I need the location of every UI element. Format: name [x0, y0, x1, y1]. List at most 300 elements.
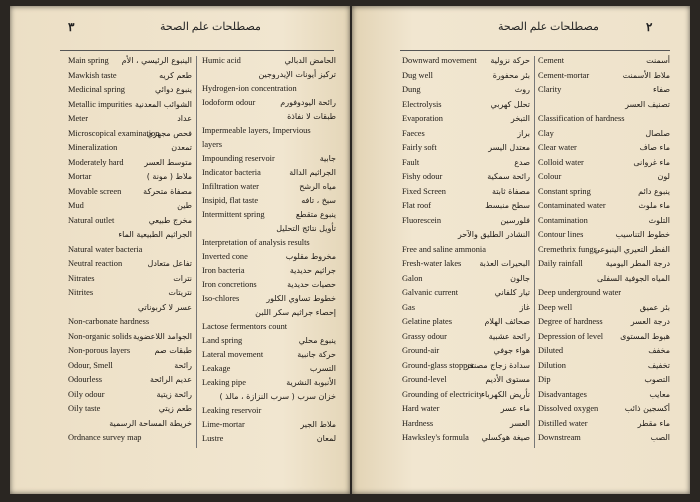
arabic-term: سدادة زجاج مصنفر	[465, 360, 530, 370]
english-term: Impermeable layers, Impervious	[202, 126, 311, 135]
glossary-entry	[538, 143, 670, 157]
glossary-entry	[402, 317, 530, 331]
arabic-term: الشوائب المعدنية	[134, 99, 192, 109]
arabic-term: رائحة سمكية	[487, 172, 530, 182]
english-term: Moderately hard	[68, 157, 124, 167]
english-term: Indicator bacteria	[202, 168, 261, 177]
english-term: Diluted	[538, 346, 564, 356]
english-term: Flat roof	[402, 201, 432, 211]
english-term: Galvanic current	[402, 288, 459, 298]
english-term: Impounding reservoir	[202, 154, 275, 163]
glossary-entry	[402, 56, 530, 70]
english-term: Ground-glass stopper	[402, 360, 474, 370]
english-term: Constant spring	[538, 186, 591, 196]
glossary-entry	[202, 322, 336, 336]
arabic-term: نتريتات	[168, 288, 192, 298]
english-term: Iron concretions	[202, 280, 257, 289]
arabic-term: تأريض الكهرباء	[481, 389, 530, 399]
english-term: Cremethrix fungs	[538, 244, 597, 254]
glossary-entry	[68, 201, 192, 215]
right-page	[352, 6, 690, 494]
glossary-entry	[202, 406, 336, 420]
english-term: Dilution	[538, 360, 566, 370]
glossary-entry	[202, 252, 336, 266]
glossary-entry	[538, 404, 670, 418]
english-term: Clarity	[538, 85, 562, 95]
glossary-entry	[402, 303, 530, 317]
english-term: Fishy odour	[402, 172, 443, 182]
glossary-entry	[68, 433, 192, 447]
english-term: Hard water	[402, 404, 440, 414]
arabic-term: مستوى الأديم	[485, 375, 530, 385]
english-term: Clay	[538, 128, 554, 138]
arabic-term: المياه الجوفية السفلى	[596, 273, 670, 283]
glossary-entry	[202, 238, 336, 252]
arabic-term: عديم الرائحة	[149, 375, 192, 385]
glossary-entry	[68, 332, 192, 346]
arabic-term: ملاط الجير	[300, 420, 336, 429]
english-term: Fresh-water lakes	[402, 259, 462, 269]
arabic-term: أكسجين ذائب	[624, 404, 670, 414]
english-term: Dung	[402, 85, 421, 95]
english-term: Gas	[402, 302, 416, 312]
english-term: Disadvantages	[538, 389, 587, 399]
english-term: Metallic impurities	[68, 99, 132, 109]
glossary-entry	[402, 361, 530, 375]
glossary-entry	[68, 143, 192, 157]
english-term: Clear water	[538, 143, 577, 153]
column-divider	[534, 56, 535, 448]
glossary-entry	[68, 245, 192, 259]
arabic-term: التسرب	[309, 364, 336, 373]
arabic-term: مصفاة متحركة	[143, 186, 192, 196]
english-term: Infiltration water	[202, 182, 259, 191]
arabic-term: صلصال	[645, 128, 670, 138]
arabic-term: غاز	[519, 302, 530, 312]
arabic-term: صحائف الهلام	[484, 317, 530, 327]
glossary-entry	[202, 392, 336, 406]
arabic-term: هواء جوفي	[493, 346, 530, 356]
glossary-entry	[538, 129, 670, 143]
glossary-entry	[68, 361, 192, 375]
arabic-term: خطوط التناسيب	[615, 230, 670, 240]
arabic-term: جابية	[319, 154, 336, 163]
header-rule	[400, 50, 670, 51]
glossary-entry	[68, 259, 192, 273]
glossary-entry	[68, 230, 192, 244]
glossary-entry	[538, 114, 670, 128]
arabic-term: حصيات حديدية	[287, 280, 336, 289]
glossary-entry	[538, 274, 670, 288]
arabic-term: ماء صاف	[639, 143, 670, 153]
arabic-term: أسمنت	[646, 56, 670, 65]
arabic-term: هبوط المستوى	[620, 331, 670, 341]
english-term: Microscopical examination	[68, 128, 160, 138]
english-term: Lateral movement	[202, 350, 264, 359]
glossary-entry	[402, 259, 530, 273]
english-term: Distilled water	[538, 418, 588, 428]
glossary-entry	[538, 201, 670, 215]
english-term: Inverted cone	[202, 252, 248, 261]
arabic-term: روث	[514, 85, 530, 95]
english-term: Hydrogen-ion concentration	[202, 84, 297, 93]
english-term: Cement	[538, 56, 565, 65]
english-term: Natural water bacteria	[68, 244, 143, 254]
left-page	[10, 6, 350, 494]
glossary-entry	[68, 187, 192, 201]
arabic-term: ماء ملوث	[638, 201, 670, 211]
glossary-entry	[402, 245, 530, 259]
glossary-entry	[538, 56, 670, 70]
arabic-term: الينبوع الرئيسي ، الأم	[121, 56, 192, 65]
english-term: Hardness	[402, 418, 434, 428]
arabic-term: تحلل كهربي	[490, 99, 530, 109]
glossary-entry	[538, 71, 670, 85]
english-term: Mud	[68, 201, 84, 211]
arabic-term: براز	[517, 128, 530, 138]
glossary-entry	[202, 140, 336, 154]
english-term: Leaking pipe	[202, 378, 246, 387]
glossary-entry	[402, 375, 530, 389]
english-term: Mineralization	[68, 143, 118, 153]
english-term: Hawksley's formula	[402, 433, 469, 443]
arabic-term: عسر لا كربوناتي	[137, 302, 192, 312]
english-term: Insipid, flat taste	[202, 196, 259, 205]
english-term: Grounding of electricity	[402, 389, 483, 399]
arabic-term: مصفاة ثابتة	[491, 186, 530, 196]
english-term: Cement-mortar	[538, 70, 590, 80]
glossary-entry	[202, 224, 336, 238]
glossary-entry	[68, 172, 192, 186]
arabic-term: لمعان	[316, 434, 336, 443]
english-term: Meter	[68, 114, 88, 124]
english-term: Grassy odour	[402, 331, 447, 341]
header-rule	[60, 50, 334, 51]
glossary-entry	[402, 274, 530, 288]
english-term: Colloid water	[538, 157, 584, 167]
glossary-entry	[202, 364, 336, 378]
english-term: Oily taste	[68, 404, 101, 414]
glossary-entry	[68, 100, 192, 114]
glossary-entry	[202, 266, 336, 280]
glossary-entry	[68, 56, 192, 70]
glossary-entry	[402, 201, 530, 215]
arabic-term: درجة المطر اليومية	[605, 259, 670, 269]
glossary-entry	[402, 129, 530, 143]
arabic-term: صيغة هوكسلي	[481, 433, 530, 443]
glossary-entry	[202, 126, 336, 140]
arabic-term: ينبوع محلي	[298, 336, 336, 345]
arabic-term: رائحة زيتية	[156, 389, 192, 399]
english-term: Fairly soft	[402, 143, 437, 153]
column-divider	[196, 56, 197, 448]
english-term: Evaporation	[402, 114, 443, 124]
arabic-term: بئر عميق	[639, 302, 670, 312]
arabic-term: تمعدن	[171, 143, 192, 153]
glossary-entry	[538, 259, 670, 273]
glossary-entry	[402, 114, 530, 128]
arabic-term: طعم زيتي	[158, 404, 192, 414]
english-term: Classification of hardness	[538, 114, 625, 124]
english-term: Interpretation of analysis results	[202, 238, 310, 247]
glossary-entry	[202, 294, 336, 308]
arabic-term: الفطر التعيري الينبوعي	[593, 244, 670, 254]
english-term: Dip	[538, 375, 551, 385]
arabic-term: لون	[657, 172, 670, 182]
english-term: layers	[202, 140, 222, 149]
arabic-term: خزان سرب ( سرب النزازة ، مالذ )	[219, 392, 336, 401]
glossary-entry	[538, 85, 670, 99]
glossary-entry	[68, 346, 192, 360]
glossary-entry	[538, 288, 670, 302]
arabic-term: التبخر	[510, 114, 530, 124]
arabic-term: معتدل اليسر	[488, 143, 530, 153]
glossary-entry	[402, 404, 530, 418]
arabic-term: مخروط مقلوب	[285, 252, 336, 261]
glossary-entry	[202, 336, 336, 350]
arabic-term: إحصاء جراثيم سكر اللبن	[255, 308, 336, 317]
arabic-term: عداد	[177, 114, 192, 124]
arabic-term: ينبوع دائم	[638, 186, 670, 196]
english-term: Neutral reaction	[68, 259, 123, 269]
glossary-entry	[402, 433, 530, 447]
arabic-term: رائحة عشبية	[488, 331, 530, 341]
arabic-term: طين	[177, 201, 192, 211]
glossary-entry	[202, 378, 336, 392]
glossary-entry	[538, 216, 670, 230]
arabic-term: الجوامد اللاعضوية	[133, 331, 192, 341]
arabic-term: ماء عسر	[500, 404, 530, 414]
arabic-term: ملاط الأسمنت	[622, 70, 670, 80]
arabic-term: متوسط العسر	[144, 157, 192, 167]
english-term: Lustre	[202, 434, 224, 443]
arabic-term: حركة جانبية	[297, 350, 336, 359]
arabic-term: تصنيف العسر	[625, 99, 670, 109]
glossary-entry	[68, 274, 192, 288]
english-term: Daily rainfall	[538, 259, 583, 269]
glossary-entry	[202, 308, 336, 322]
arabic-term: طبقات صم	[154, 346, 192, 356]
running-head: مصطلحات علم الصحة	[498, 21, 599, 33]
arabic-term: سيخ ، تافه	[301, 196, 336, 205]
glossary-entry	[202, 196, 336, 210]
glossary-entry	[202, 154, 336, 168]
glossary-entry	[402, 85, 530, 99]
english-term: Movable screen	[68, 186, 122, 196]
arabic-term: نترات	[173, 273, 192, 283]
page-number: ٢	[646, 20, 653, 34]
english-term: Leakage	[202, 364, 231, 373]
arabic-term: بئر محفورة	[492, 70, 530, 80]
arabic-term: طبقات لا نفاذة	[287, 112, 336, 121]
arabic-term: الأنبوبة النشرية	[286, 378, 336, 387]
english-term: Contour lines	[538, 230, 584, 240]
glossary-entry	[202, 98, 336, 112]
glossary-entry	[538, 375, 670, 389]
arabic-term: فلورسين	[500, 215, 530, 225]
arabic-term: خطوط تساوي الكلور	[266, 294, 336, 303]
arabic-term: حركة نزولية	[490, 56, 530, 65]
arabic-term: ماء غروانى	[633, 157, 670, 167]
arabic-term: تأويل نتائج التحليل	[276, 224, 336, 233]
glossary-entry	[202, 168, 336, 182]
glossary-entry	[68, 85, 192, 99]
arabic-term: درجة العسر	[630, 317, 670, 327]
arabic-term: صدع	[514, 157, 530, 167]
page-number: ٣	[68, 20, 75, 34]
glossary-entry	[68, 114, 192, 128]
glossary-entry	[202, 210, 336, 224]
arabic-term: معايب	[649, 389, 670, 399]
english-term: Fault	[402, 157, 420, 167]
glossary-entry	[402, 216, 530, 230]
arabic-term: ماء مقطر	[637, 418, 670, 428]
arabic-term: الحامض الدبالي	[284, 56, 336, 65]
glossary-entry	[402, 187, 530, 201]
english-term: Non-porous layers	[68, 346, 131, 356]
glossary-entry	[402, 172, 530, 186]
arabic-term: طعم كريه	[159, 70, 192, 80]
glossary-entry	[538, 303, 670, 317]
glossary-entry	[68, 390, 192, 404]
glossary-entry	[538, 158, 670, 172]
glossary-entry	[68, 288, 192, 302]
english-term: Gelatine plates	[402, 317, 452, 327]
english-term: Dissolved oxygen	[538, 404, 599, 414]
glossary-entry	[68, 404, 192, 418]
english-term: Oily odour	[68, 389, 105, 399]
glossary-entry	[68, 71, 192, 85]
glossary-entry	[202, 84, 336, 98]
glossary-entry	[202, 70, 336, 84]
english-term: Intermittent spring	[202, 210, 265, 219]
arabic-term: ملاط ( مونة )	[146, 172, 192, 182]
english-term: Downward movement	[402, 56, 477, 65]
glossary-entry	[68, 303, 192, 317]
english-term: Main spring	[68, 56, 109, 65]
arabic-term: جالون	[510, 273, 530, 283]
running-head: مصطلحات علم الصحة	[160, 21, 261, 33]
english-term: Land spring	[202, 336, 243, 345]
english-term: Iron bacteria	[202, 266, 245, 275]
arabic-term: تيار كلفاني	[494, 288, 530, 298]
glossary-entry	[402, 288, 530, 302]
glossary-entry	[402, 143, 530, 157]
arabic-term: النشادر الطليق والآحر	[457, 230, 530, 240]
english-term: Contaminated water	[538, 201, 606, 211]
arabic-term: ينبوع متقطع	[295, 210, 336, 219]
english-term: Non-organic solids	[68, 331, 132, 341]
glossary-entry	[402, 71, 530, 85]
arabic-term: الصب	[650, 433, 670, 443]
arabic-term: الجراثيم الطبيعية الماء	[118, 230, 192, 240]
arabic-term: جراثيم حديدية	[289, 266, 336, 275]
arabic-term: تركيز أيونات الإيدروجين	[258, 70, 336, 79]
glossary-entry	[538, 100, 670, 114]
glossary-entry	[538, 172, 670, 186]
arabic-term: مياه الرشح	[299, 182, 336, 191]
english-term: Faeces	[402, 128, 425, 138]
english-term: Degree of hardness	[538, 317, 603, 327]
english-term: Contamination	[538, 215, 588, 225]
glossary-entry	[68, 317, 192, 331]
english-term: Mawkish taste	[68, 70, 117, 80]
english-term: Leaking reservoir	[202, 406, 262, 415]
glossary-entry	[538, 230, 670, 244]
english-term: Non-carbonate hardness	[68, 317, 150, 327]
glossary-entry	[202, 280, 336, 294]
glossary-entry	[68, 216, 192, 230]
english-term: Ordnance survey map	[68, 433, 142, 443]
glossary-entry	[402, 100, 530, 114]
english-term: Medicinal spring	[68, 85, 125, 95]
glossary-entry	[538, 346, 670, 360]
english-term: Deep well	[538, 302, 573, 312]
arabic-term: التلوث	[648, 215, 670, 225]
arabic-term: البحيرات العذبة	[479, 259, 530, 269]
english-term: Deep underground water	[538, 288, 622, 298]
glossary-entry	[538, 317, 670, 331]
english-term: Lactose fermentors count	[202, 322, 288, 331]
english-term: Natural outlet	[68, 215, 115, 225]
english-term: Fixed Screen	[402, 186, 446, 196]
glossary-entry	[402, 419, 530, 433]
english-term: Odour, Smell	[68, 360, 113, 370]
english-term: Ground-level	[402, 375, 447, 385]
glossary-entry	[538, 187, 670, 201]
glossary-entry	[68, 129, 192, 143]
glossary-entry	[402, 332, 530, 346]
glossary-entry	[202, 56, 336, 70]
english-term: Galon	[402, 273, 423, 283]
arabic-term: مخرج طبيعي	[148, 215, 192, 225]
glossary-entry	[538, 361, 670, 375]
english-term: Colour	[538, 172, 562, 182]
glossary-entry	[402, 158, 530, 172]
english-term: Depression of level	[538, 331, 604, 341]
english-term: Downstream	[538, 433, 581, 443]
arabic-term: سطح منبسط	[485, 201, 530, 211]
glossary-entry	[202, 420, 336, 434]
arabic-term: العسر	[509, 418, 530, 428]
glossary-entry	[538, 245, 670, 259]
glossary-entry	[202, 182, 336, 196]
english-term: Nitrates	[68, 273, 95, 283]
glossary-entry	[68, 158, 192, 172]
english-term: Dug well	[402, 70, 433, 80]
arabic-term: تخفيف	[647, 360, 670, 370]
english-term: Odourless	[68, 375, 102, 385]
english-term: Iso-chlores	[202, 294, 240, 303]
english-term: Electrolysis	[402, 99, 442, 109]
glossary-entry	[68, 419, 192, 433]
arabic-term: صفاء	[652, 85, 670, 95]
arabic-term: الجراثيم الدالة	[289, 168, 336, 177]
english-term: Lime-mortar	[202, 420, 245, 429]
glossary-entry	[538, 433, 670, 447]
arabic-term: التصوب	[644, 375, 670, 385]
english-term: Humic acid	[202, 56, 241, 65]
arabic-term: تفاعل متعادل	[147, 259, 192, 269]
arabic-term: فحص مجهري	[146, 128, 192, 138]
english-term: Mortar	[68, 172, 92, 182]
english-term: Nitrites	[68, 288, 94, 298]
english-term: Iodoform odour	[202, 98, 256, 107]
arabic-term: مخفف	[648, 346, 670, 356]
glossary-entry	[538, 332, 670, 346]
arabic-term: رائحة اليودوفورم	[280, 98, 336, 107]
glossary-entry	[202, 434, 336, 448]
